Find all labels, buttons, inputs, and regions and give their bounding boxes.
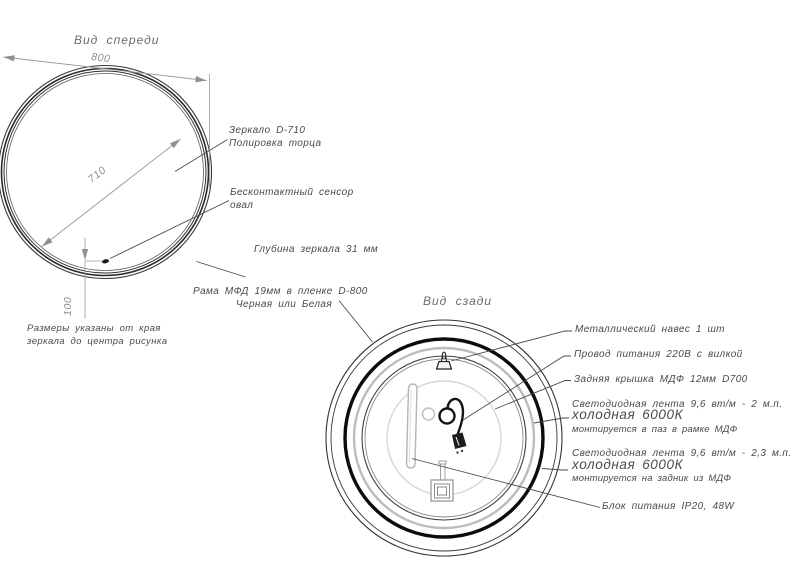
mirror-spec-line1: Зеркало D-710 bbox=[229, 125, 306, 136]
back-view-title: Вид сзади bbox=[423, 294, 493, 308]
front-leaders bbox=[110, 137, 373, 343]
leader-frame-label bbox=[197, 262, 246, 278]
power-cord-icon bbox=[440, 399, 467, 454]
power-supply-bar-icon bbox=[406, 384, 417, 468]
led-back-line3: монтируется на задник из МДФ bbox=[572, 473, 732, 484]
metal-hanger-icon bbox=[437, 352, 452, 369]
depth-label: Глубина зеркала 31 мм bbox=[254, 244, 379, 255]
frame-label-line2: Черная или Белая bbox=[235, 298, 333, 310]
front-view-title: Вид спереди bbox=[74, 33, 160, 47]
led-frame-line2: холодная 6000К bbox=[572, 407, 684, 422]
sensor-label-line1: Бесконтактный сенсор bbox=[230, 187, 354, 198]
dimension-note-line1: Размеры указаны от края bbox=[27, 323, 161, 334]
led-frame-line3: монтируется в паз в рамке МДФ bbox=[572, 424, 738, 435]
cord-hole-icon bbox=[423, 408, 435, 420]
mirror-spec-label bbox=[229, 125, 321, 150]
dimension-note-line2: зеркала до центра рисунка bbox=[27, 336, 168, 347]
led-back-line1: Светодиодная лента 9,6 вт/м - 2,3 м.п. bbox=[572, 448, 792, 459]
leader-led-back-label bbox=[542, 469, 568, 471]
dim-710-label: 710 bbox=[86, 164, 109, 186]
psu-label: Блок питания IP20, 48W bbox=[602, 501, 735, 512]
leader-mirror-label bbox=[175, 140, 228, 172]
sensor-label bbox=[230, 187, 354, 212]
leader-cord-label bbox=[463, 356, 571, 420]
dimension-note bbox=[27, 322, 167, 348]
sensor-label-line2: овал bbox=[230, 199, 254, 211]
mirror-spec-line2: Полировка торца bbox=[229, 137, 322, 149]
sensor-housing-icon bbox=[431, 461, 453, 501]
cover-label: Задняя крышка МДФ 12мм D700 bbox=[574, 374, 748, 385]
cord-label: Провод питания 220В с вилкой bbox=[574, 349, 743, 360]
back-view-mirror bbox=[326, 320, 562, 556]
dim-710-line bbox=[42, 139, 181, 247]
dim-800-label: 800 bbox=[90, 51, 112, 66]
dim-100-label: 100 bbox=[62, 296, 74, 316]
frame-label-line1: Рама МФД 19мм в пленке D-800 bbox=[193, 286, 368, 297]
leader-led-frame-label bbox=[534, 418, 569, 423]
led-back-line2: холодная 6000К bbox=[572, 457, 684, 472]
frame-label bbox=[193, 286, 375, 311]
led-frame-line1: Светодиодная лента 9,6 вт/м - 2 м.п. bbox=[572, 399, 783, 410]
leader-hanger-label bbox=[451, 331, 572, 361]
plug-icon bbox=[452, 433, 467, 450]
hanger-label: Металлический навес 1 шт bbox=[575, 324, 725, 335]
